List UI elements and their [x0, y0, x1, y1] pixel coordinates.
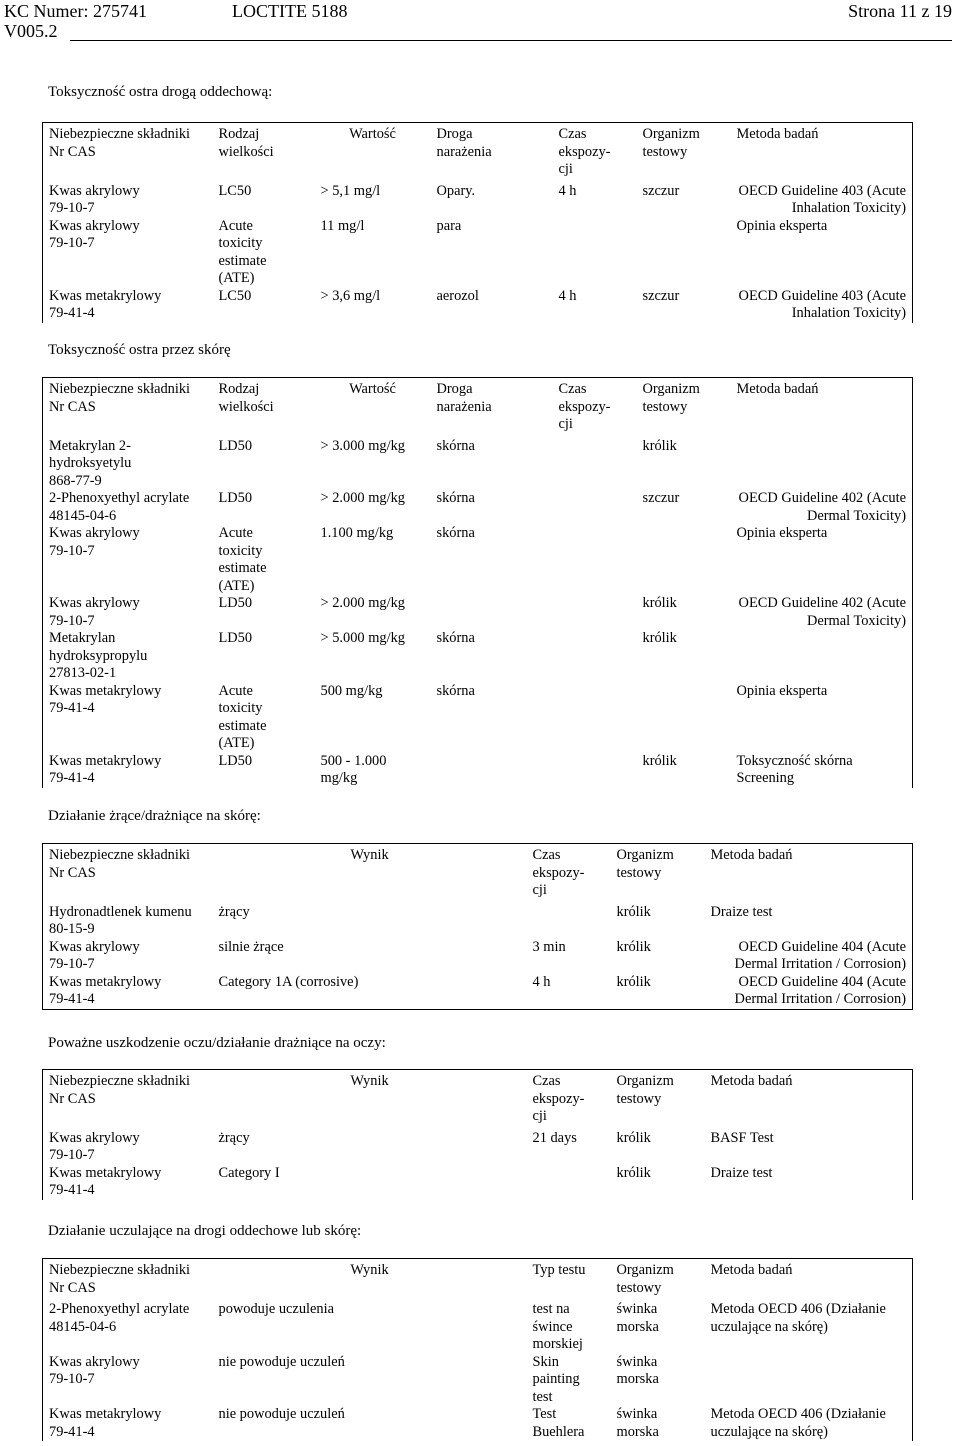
cell-value: > 5,1 mg/l	[320, 182, 381, 199]
cell-exposure	[553, 490, 637, 525]
cell-exposure: 4 h	[558, 182, 577, 199]
cell-value: > 3,6 mg/l	[320, 287, 381, 304]
cell-organism: świnka morska	[616, 1353, 659, 1387]
cell-value: > 3.000 mg/kg	[320, 437, 405, 454]
cell-component: Kwas akrylowy 79-10-7	[43, 525, 213, 595]
cell-result: nie powoduje uczuleń	[218, 1406, 345, 1422]
cell-type: Acute toxicity estimate (ATE)	[218, 217, 267, 286]
cell-value: 11 mg/l	[320, 217, 365, 234]
table-row	[43, 1165, 913, 1200]
header-rule	[70, 40, 952, 41]
cell-method	[705, 1354, 913, 1407]
cell-exposure	[553, 525, 637, 595]
cell-method: OECD Guideline 402 (Acute Dermal Toxicity)	[731, 595, 913, 630]
inhalation-table	[42, 122, 913, 323]
sensitisation-table	[42, 1258, 913, 1441]
table-row	[43, 1354, 913, 1407]
header-type: Rodzaj wielkości	[213, 378, 315, 438]
header-method: Metoda badań	[705, 1259, 913, 1302]
cell-component: Kwas akrylowy 79-10-7	[43, 1354, 213, 1407]
cell-result: powoduje uczulenia	[218, 1301, 334, 1317]
product-name: LOCTITE 5188	[232, 1, 348, 21]
cell-result: nie powoduje uczuleń	[218, 1353, 345, 1370]
header-exposure: Typ testu	[527, 1259, 611, 1302]
cell-exposure: 3 min	[532, 938, 566, 955]
header-exposure: Czas ekspozy- cji	[527, 844, 611, 904]
table-row	[43, 630, 913, 683]
cell-organism: królik	[616, 903, 651, 920]
cell-route: skórna	[436, 630, 475, 646]
cell-organism: królik	[642, 595, 677, 611]
section-title-eye: Poważne uszkodzenie oczu/działanie drażniące na oczy:	[48, 1035, 386, 1051]
table-row	[43, 683, 913, 753]
cell-component: Kwas metakrylowy 79-41-4	[43, 1165, 213, 1200]
cell-value: > 2.000 mg/kg	[320, 490, 405, 506]
skin-irritation-table	[42, 843, 913, 1010]
header-route: Droga narażenia	[431, 123, 553, 183]
table-row	[43, 438, 913, 491]
cell-method	[731, 630, 913, 683]
cell-result: Category I	[218, 1164, 280, 1181]
header-organism: Organizm testowy	[637, 123, 731, 183]
cell-component: Kwas metakrylowy 79-41-4	[43, 974, 213, 1010]
cell-organism: królik	[642, 752, 677, 769]
cell-result: silnie żrące	[218, 938, 284, 955]
cell-type: LD50	[218, 595, 253, 611]
header-row	[43, 378, 913, 438]
cell-component: Kwas metakrylowy 79-41-4	[43, 753, 213, 788]
header-exposure: Czas ekspozy- cji	[553, 378, 637, 438]
cell-type: LC50	[218, 287, 252, 304]
header-method: Metoda badań	[731, 378, 913, 438]
cell-exposure: Skin painting test	[532, 1353, 580, 1405]
cell-route: para	[436, 217, 462, 234]
header-method: Metoda badań	[731, 123, 913, 183]
cell-component: Kwas akrylowy 79-10-7	[43, 939, 213, 974]
cell-method: Toksyczność skórna Screening	[731, 753, 913, 788]
cell-exposure	[553, 438, 637, 491]
version: V005.2	[4, 21, 58, 41]
cell-method: Draize test	[705, 904, 913, 939]
cell-component: Kwas akrylowy 79-10-7	[43, 1130, 213, 1165]
cell-component: Metakrylan 2- hydroksyetylu 868-77-9	[43, 438, 213, 491]
cell-component: Kwas akrylowy 79-10-7	[43, 183, 213, 218]
cell-type: Acute toxicity estimate (ATE)	[218, 682, 267, 751]
table-row	[43, 218, 913, 288]
header-organism: Organizm testowy	[611, 1259, 705, 1302]
cell-exposure	[553, 218, 637, 288]
header-method: Metoda badań	[705, 1070, 913, 1130]
table-row	[43, 939, 913, 974]
cell-route	[431, 753, 553, 788]
cell-organism: szczur	[642, 182, 680, 199]
header-component: Niebezpieczne składniki Nr CAS	[43, 1070, 213, 1130]
cell-method: Metoda OECD 406 (Działanie uczulające na skórę)	[705, 1301, 913, 1354]
header-component: Niebezpieczne składniki Nr CAS	[43, 378, 213, 438]
cell-organism: królik	[642, 437, 677, 454]
cell-method	[731, 438, 913, 491]
cell-organism: świnka morska	[616, 1301, 659, 1335]
cell-exposure	[553, 683, 637, 753]
header-value: Wartość	[315, 123, 431, 183]
header-organism: Organizm testowy	[611, 1070, 705, 1130]
kc-number: KC Numer: 275741	[4, 1, 147, 21]
header-row	[43, 1070, 913, 1130]
cell-route: skórna	[436, 490, 475, 506]
page-header	[0, 0, 960, 42]
table-row	[43, 525, 913, 595]
cell-organism	[637, 525, 731, 595]
header-value: Wartość	[315, 378, 431, 438]
cell-organism: królik	[642, 630, 677, 646]
cell-route	[431, 595, 553, 630]
cell-type: LD50	[218, 630, 253, 646]
cell-route: skórna	[436, 437, 475, 454]
cell-exposure	[553, 595, 637, 630]
cell-exposure	[527, 904, 611, 939]
cell-component: Kwas metakrylowy 79-41-4	[43, 1406, 213, 1441]
cell-route: Opary.	[436, 182, 476, 199]
cell-result: żrący	[218, 1129, 250, 1146]
table-row	[43, 1130, 913, 1165]
cell-exposure: test na śwince morskiej	[532, 1301, 583, 1352]
header-result: Wynik	[213, 1070, 527, 1130]
cell-component: Kwas metakrylowy 79-41-4	[43, 683, 213, 753]
header-method: Metoda badań	[705, 844, 913, 904]
cell-method: Opinia eksperta	[731, 218, 913, 288]
dermal-table	[42, 377, 913, 788]
page-number: Strona 11 z 19	[848, 1, 952, 21]
table-row	[43, 288, 913, 323]
header-row	[43, 1259, 913, 1302]
cell-exposure: 4 h	[558, 287, 577, 304]
cell-organism: królik	[616, 938, 651, 955]
cell-component: Hydronadtlenek kumenu 80-15-9	[43, 904, 213, 939]
table-row	[43, 183, 913, 218]
section-title-dermal: Toksyczność ostra przez skórę	[48, 342, 231, 358]
table-row	[43, 595, 913, 630]
cell-component: Kwas metakrylowy 79-41-4	[43, 288, 213, 323]
header-route: Droga narażenia	[431, 378, 553, 438]
header-result: Wynik	[213, 844, 527, 904]
cell-route: aerozol	[436, 287, 479, 304]
header-result: Wynik	[213, 1259, 527, 1302]
header-organism: Organizm testowy	[637, 378, 731, 438]
cell-value: > 2.000 mg/kg	[320, 595, 405, 611]
table-row	[43, 753, 913, 788]
header-component: Niebezpieczne składniki Nr CAS	[43, 123, 213, 183]
table-row	[43, 974, 913, 1010]
cell-exposure: 4 h	[527, 974, 611, 1010]
eye-irritation-table	[42, 1069, 913, 1200]
cell-value: 1.100 mg/kg	[320, 525, 394, 541]
cell-method: Opinia eksperta	[731, 683, 913, 753]
table-row	[43, 904, 913, 939]
cell-exposure	[527, 1165, 611, 1200]
cell-value: 500 - 1.000 mg/kg	[320, 752, 387, 786]
cell-method: OECD Guideline 403 (Acute Inhalation Toxicity)	[731, 183, 913, 218]
cell-route: skórna	[436, 525, 475, 541]
cell-value: > 5.000 mg/kg	[320, 630, 405, 646]
header-component: Niebezpieczne składniki Nr CAS	[43, 844, 213, 904]
cell-organism	[637, 683, 731, 753]
header-row	[43, 844, 913, 904]
table-row	[43, 1301, 913, 1354]
header-row	[43, 123, 913, 183]
cell-component: Kwas akrylowy 79-10-7	[43, 595, 213, 630]
cell-method: Metoda OECD 406 (Działanie uczulające na skórę)	[705, 1406, 913, 1441]
cell-organism: szczur	[642, 490, 680, 506]
header-component: Niebezpieczne składniki Nr CAS	[43, 1259, 213, 1302]
cell-component: 2-Phenoxyethyl acrylate 48145-04-6	[43, 490, 213, 525]
cell-organism	[637, 218, 731, 288]
cell-result: żrący	[218, 903, 250, 920]
cell-exposure: Test Buehlera	[532, 1406, 585, 1440]
cell-type: LD50	[218, 437, 253, 454]
table-row	[43, 1406, 913, 1441]
cell-exposure	[553, 630, 637, 683]
cell-result: Category 1A (corrosive)	[213, 974, 527, 1010]
cell-route: skórna	[436, 682, 475, 699]
cell-exposure: 21 days	[532, 1129, 577, 1146]
cell-component: Kwas akrylowy 79-10-7	[43, 218, 213, 288]
cell-method: OECD Guideline 402 (Acute Dermal Toxicity)	[731, 490, 913, 525]
cell-method: Draize test	[705, 1165, 913, 1200]
header-exposure: Czas ekspozy- cji	[553, 123, 637, 183]
header-exposure: Czas ekspozy- cji	[527, 1070, 611, 1130]
cell-method: OECD Guideline 404 (Acute Dermal Irritation / Corrosion)	[705, 974, 913, 1010]
cell-exposure	[553, 753, 637, 788]
cell-type: LD50	[218, 752, 253, 769]
cell-value: 500 mg/kg	[320, 682, 383, 699]
cell-component: 2-Phenoxyethyl acrylate 48145-04-6	[43, 1301, 213, 1354]
cell-organism: szczur	[642, 287, 680, 304]
section-title-sensitisation: Działanie uczulające na drogi oddechowe lub skórę:	[48, 1223, 362, 1239]
cell-method: Opinia eksperta	[731, 525, 913, 595]
cell-organism: królik	[616, 1164, 651, 1181]
cell-organism: świnka morska	[616, 1406, 659, 1440]
cell-organism: królik	[611, 974, 705, 1010]
section-title-inhalation: Toksyczność ostra drogą oddechową:	[48, 84, 273, 100]
cell-method: OECD Guideline 403 (Acute Inhalation Toxicity)	[731, 288, 913, 323]
section-title-skin: Działanie żrące/drażniące na skórę:	[48, 808, 261, 824]
cell-component: Metakrylan hydroksypropylu 27813-02-1	[43, 630, 213, 683]
cell-type: LC50	[218, 182, 252, 199]
cell-type: LD50	[218, 490, 253, 506]
cell-type: Acute toxicity estimate (ATE)	[218, 525, 267, 594]
cell-method: BASF Test	[705, 1130, 913, 1165]
cell-organism: królik	[616, 1129, 651, 1146]
cell-method: OECD Guideline 404 (Acute Dermal Irritation / Corrosion)	[705, 939, 913, 974]
header-organism: Organizm testowy	[611, 844, 705, 904]
header-type: Rodzaj wielkości	[213, 123, 315, 183]
table-row	[43, 490, 913, 525]
